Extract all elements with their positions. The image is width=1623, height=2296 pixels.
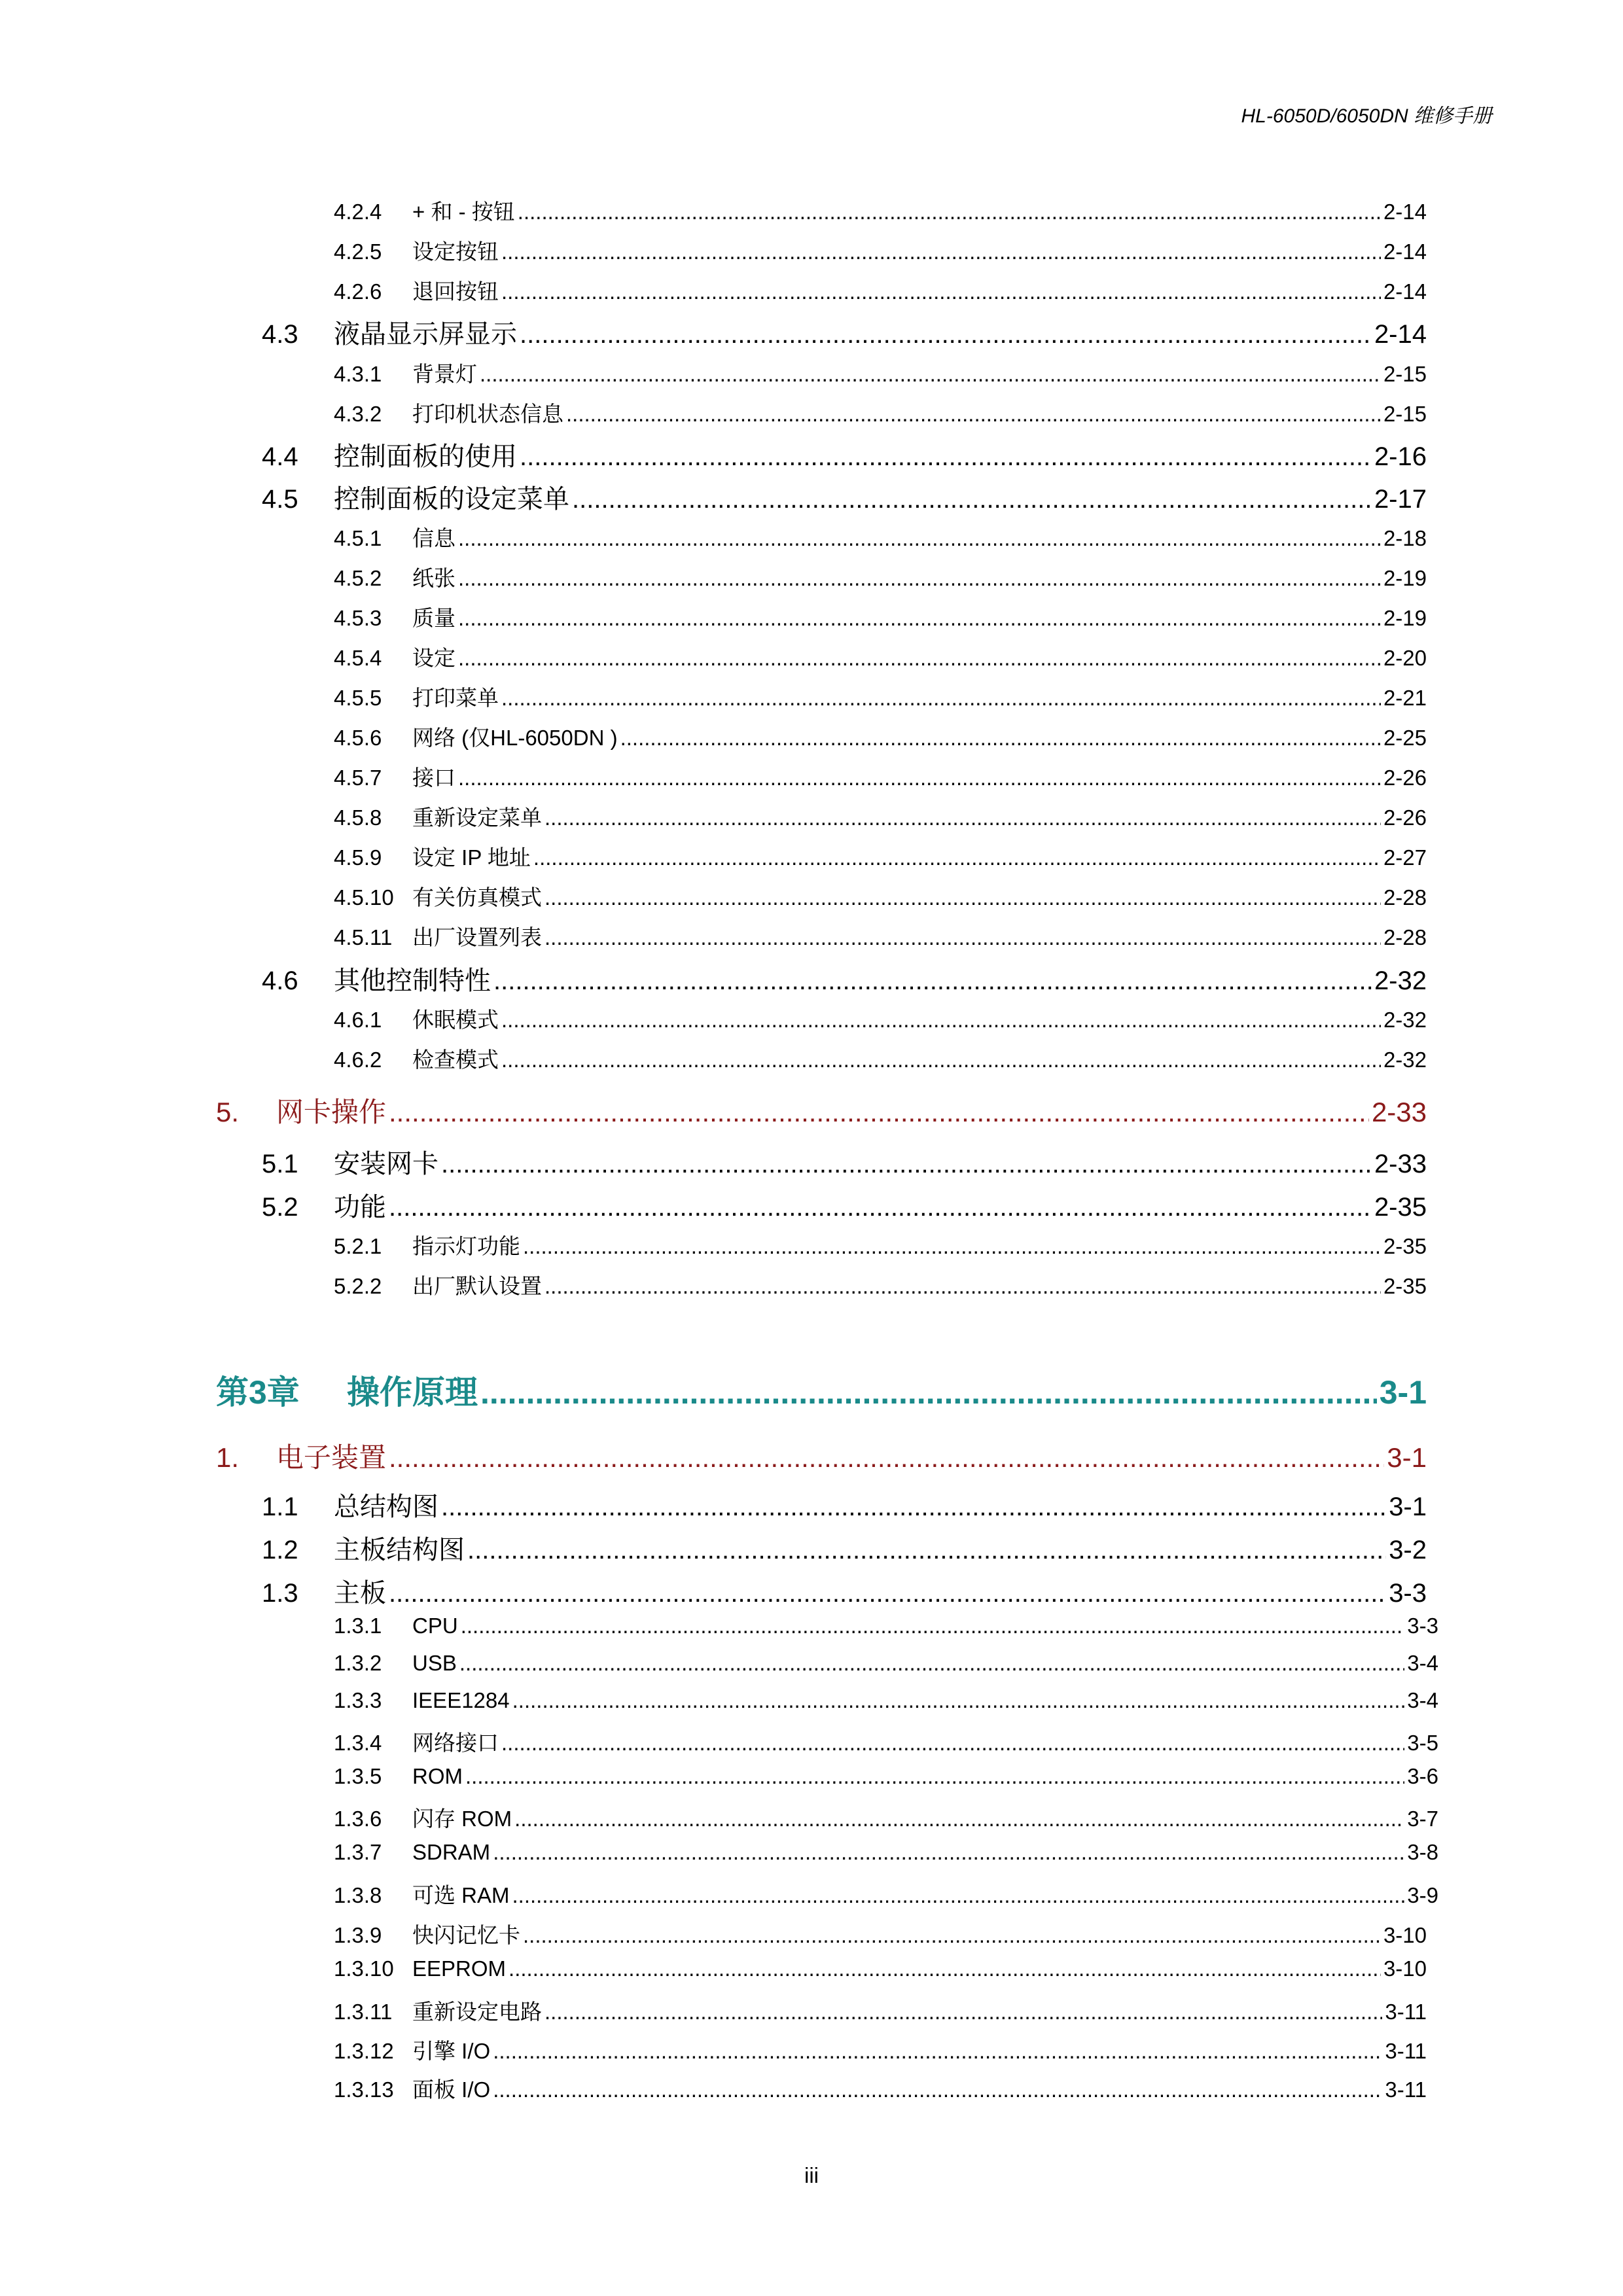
toc-entry[interactable] <box>262 1486 1427 1523</box>
toc-entry-title: 信息 <box>412 526 455 550</box>
toc-entry-number: 4.2.4 <box>334 200 382 224</box>
dot-leader <box>544 885 1381 910</box>
toc-entry-page: 2-14 <box>1383 239 1427 264</box>
toc-entry[interactable] <box>334 561 1427 593</box>
toc-entry-title: 设定 <box>412 646 455 670</box>
toc-entry-title: 纸张 <box>412 566 455 590</box>
toc-entry-number: 4.2.5 <box>334 239 382 264</box>
toc-entry-page: 3-4 <box>1407 1688 1438 1712</box>
dot-leader <box>620 726 1381 751</box>
toc-entry[interactable] <box>334 521 1427 553</box>
toc-entry-number: 4.6 <box>262 966 298 995</box>
toc-entry-page: 2-27 <box>1383 845 1427 870</box>
dot-leader <box>480 362 1381 387</box>
toc-entry-title: ROM <box>412 1764 463 1788</box>
dot-leader <box>512 1688 1405 1713</box>
toc-entry-number: 1.3.7 <box>334 1840 382 1864</box>
toc-entry[interactable] <box>262 436 1427 472</box>
toc-entry[interactable] <box>334 1043 1427 1074</box>
toc-entry-number: 1.3.5 <box>334 1764 382 1788</box>
dot-leader <box>493 2039 1382 2064</box>
dot-leader <box>389 1097 1369 1128</box>
toc-entry-number: 5. <box>216 1097 240 1127</box>
toc-entry-title: 设定按钮 <box>412 239 499 264</box>
toc-entry-title: 操作原理 <box>347 1374 478 1411</box>
page-header-title: HL-6050D/6050DN 维修手册 <box>1241 105 1492 127</box>
toc-entry-number: 4.5.2 <box>334 566 382 590</box>
toc-entry-page: 2-33 <box>1374 1150 1427 1178</box>
toc-entry-title: 指示灯功能 <box>412 1234 520 1258</box>
toc-entry-number: 5.1 <box>262 1150 298 1178</box>
toc-entry-title: 总结构图 <box>334 1492 438 1521</box>
dot-leader <box>467 1536 1386 1565</box>
toc-entry-page: 3-10 <box>1383 1923 1427 1947</box>
toc-entry-number: 4.5.7 <box>334 766 382 790</box>
toc-entry-page: 3-11 <box>1385 2000 1427 2024</box>
toc-entry-title: 控制面板的使用 <box>334 442 517 471</box>
toc-entry-title: 打印菜单 <box>412 686 499 710</box>
dot-leader <box>441 1150 1372 1179</box>
toc-entry-number: 1.1 <box>262 1492 298 1521</box>
toc-entry-page: 3-10 <box>1383 1956 1427 1981</box>
dot-leader <box>441 1492 1386 1522</box>
toc-entry[interactable] <box>334 841 1427 872</box>
toc-entry-page: 2-20 <box>1383 646 1427 670</box>
dot-leader <box>544 805 1381 830</box>
toc-entry-page: 2-15 <box>1383 402 1427 426</box>
toc-entry[interactable] <box>334 761 1427 792</box>
toc-entry-page: 2-19 <box>1383 606 1427 630</box>
toc-entry-title: 主板 <box>334 1579 386 1608</box>
toc-entry[interactable] <box>216 1366 1427 1412</box>
toc-entry-title: 设定 IP 地址 <box>412 845 531 870</box>
toc-entry-title: 快闪记忆卡 <box>412 1923 520 1947</box>
dot-leader <box>461 1614 1405 1638</box>
dot-leader <box>458 566 1381 591</box>
toc-entry-page: 2-28 <box>1383 885 1427 910</box>
toc-entry-title: 重新设定菜单 <box>412 805 542 830</box>
toc-entry[interactable] <box>334 397 1427 429</box>
toc-entry-number: 1.3.6 <box>334 1807 382 1831</box>
toc-entry-title: 出厂设置列表 <box>412 925 542 949</box>
toc-entry[interactable] <box>216 1091 1427 1130</box>
toc-entry[interactable] <box>334 601 1427 633</box>
dot-leader <box>544 2000 1382 2024</box>
dot-leader <box>501 1048 1381 1072</box>
toc-entry[interactable] <box>334 641 1427 673</box>
toc-entry-title: CPU <box>412 1614 458 1638</box>
toc-entry-page: 3-1 <box>1387 1442 1427 1473</box>
dot-leader <box>493 2077 1382 2102</box>
toc-entry-number: 4.3.1 <box>334 362 382 386</box>
toc-entry[interactable] <box>334 1651 1438 1682</box>
toc-entry-title: SDRAM <box>412 1840 491 1864</box>
dot-leader <box>458 526 1381 551</box>
toc-entry-title: 可选 RAM <box>412 1883 510 1907</box>
toc-entry-number: 5.2.2 <box>334 1274 382 1298</box>
toc-entry-page: 2-32 <box>1383 1008 1427 1032</box>
toc-entry-number: 1.3 <box>262 1579 298 1608</box>
toc-entry-number: 4.5.4 <box>334 646 382 670</box>
toc-entry[interactable] <box>334 2034 1427 2066</box>
toc-entry-page: 2-15 <box>1383 362 1427 386</box>
toc-entry-page: 3-8 <box>1407 1840 1438 1864</box>
toc-entry-title: 接口 <box>412 766 455 790</box>
toc-entry[interactable] <box>334 881 1427 912</box>
dot-leader <box>493 966 1372 996</box>
toc-entry-number: 4.3 <box>262 320 298 349</box>
toc-entry-page: 3-1 <box>1389 1492 1427 1521</box>
toc-entry-title: 液晶显示屏显示 <box>334 320 517 349</box>
toc-entry[interactable] <box>262 1572 1427 1609</box>
toc-entry[interactable] <box>334 1269 1427 1301</box>
toc-entry-page: 3-1 <box>1379 1374 1427 1411</box>
toc-entry-title: 休眠模式 <box>412 1008 499 1032</box>
toc-entry[interactable] <box>262 313 1427 350</box>
toc-entry-page: 2-28 <box>1383 925 1427 949</box>
toc-entry-number: 4.3.2 <box>334 402 382 426</box>
toc-entry-number: 1.2 <box>262 1536 298 1564</box>
toc-entry-title: 质量 <box>412 606 455 630</box>
toc-entry-page: 3-2 <box>1389 1536 1427 1564</box>
toc-entry-number: 1.3.13 <box>334 2077 394 2102</box>
toc-entry-number: 1.3.2 <box>334 1651 382 1675</box>
dot-leader <box>518 200 1381 224</box>
toc-entry-number: 5.2.1 <box>334 1234 382 1258</box>
toc-entry-number: 1.3.1 <box>334 1614 382 1638</box>
toc-entry-page: 2-35 <box>1383 1234 1427 1258</box>
toc-entry-number: 4.5.3 <box>334 606 382 630</box>
toc-entry[interactable] <box>334 1879 1438 1910</box>
toc-entry-number: 4.2.6 <box>334 279 382 304</box>
dot-leader <box>493 1840 1404 1865</box>
toc-entry-page: 2-25 <box>1383 726 1427 750</box>
dot-leader <box>523 1234 1381 1259</box>
toc-entry-page: 2-26 <box>1383 766 1427 790</box>
toc-entry-number: 4.4 <box>262 442 298 471</box>
toc-entry-title: 重新设定电路 <box>412 2000 542 2024</box>
dot-leader <box>520 442 1372 472</box>
toc-entry[interactable] <box>334 681 1427 713</box>
dot-leader <box>501 1008 1381 1033</box>
toc-entry-title: 有关仿真模式 <box>412 885 542 910</box>
toc-entry[interactable] <box>334 357 1427 389</box>
toc-entry-title: 背景灯 <box>412 362 477 386</box>
toc-entry[interactable] <box>262 960 1427 997</box>
toc-entry-title: 网络 (仅HL-6050DN ) <box>412 726 618 750</box>
dot-leader <box>501 686 1381 711</box>
toc-entry-number: 4.5.10 <box>334 885 394 910</box>
toc-entry[interactable] <box>334 1726 1438 1757</box>
toc-entry-number: 1.3.10 <box>334 1956 394 1981</box>
toc-entry-page: 2-35 <box>1374 1193 1427 1222</box>
toc-entry-title: 网卡操作 <box>276 1097 387 1127</box>
toc-entry-title: 检查模式 <box>412 1048 499 1072</box>
dot-leader <box>389 1442 1384 1474</box>
toc-entry-number: 4.5 <box>262 485 298 514</box>
toc-entry-page: 2-14 <box>1374 320 1427 349</box>
toc-entry[interactable] <box>334 1802 1438 1833</box>
toc-entry-title: 主板结构图 <box>334 1536 465 1564</box>
toc-entry[interactable] <box>334 801 1427 832</box>
toc-entry-title: 引擎 I/O <box>412 2039 491 2063</box>
toc-entry[interactable] <box>334 1995 1427 2026</box>
toc-entry[interactable] <box>334 1003 1427 1034</box>
toc-entry-page: 2-26 <box>1383 805 1427 830</box>
toc-entry-page: 3-11 <box>1385 2039 1427 2063</box>
dot-leader <box>480 1373 1377 1411</box>
toc-entry-title: 出厂默认设置 <box>412 1274 542 1298</box>
toc-entry-title: 功能 <box>334 1193 386 1222</box>
toc-entry-number: 4.5.11 <box>334 925 393 949</box>
toc-entry-title: 打印机状态信息 <box>412 402 563 426</box>
toc-entry-page: 2-16 <box>1374 442 1427 471</box>
toc-entry-page: 3-5 <box>1407 1731 1438 1755</box>
toc-entry[interactable] <box>334 1918 1427 1950</box>
toc-entry[interactable] <box>334 921 1427 952</box>
dot-leader <box>514 1807 1404 1831</box>
toc-entry[interactable] <box>262 478 1427 515</box>
dot-leader <box>459 1651 1404 1676</box>
toc-entry-title: + 和 - 按钮 <box>412 200 515 224</box>
dot-leader <box>458 766 1381 790</box>
toc-entry-page: 2-32 <box>1383 1048 1427 1072</box>
toc-entry[interactable] <box>262 1529 1427 1566</box>
dot-leader <box>533 845 1381 870</box>
toc-entry-number: 4.5.8 <box>334 805 382 830</box>
toc-entry[interactable] <box>334 275 1427 306</box>
dot-leader <box>572 485 1372 514</box>
toc-entry[interactable] <box>334 1840 1438 1871</box>
toc-entry-page: 3-11 <box>1385 2077 1427 2102</box>
toc-entry-number: 1.3.3 <box>334 1688 382 1712</box>
toc-entry-page: 2-33 <box>1371 1097 1427 1127</box>
dot-leader <box>465 1764 1404 1789</box>
toc-entry-number: 第3章 <box>216 1374 300 1411</box>
toc-entry-number: 1.3.4 <box>334 1731 382 1755</box>
dot-leader <box>458 606 1381 631</box>
toc-entry[interactable] <box>334 721 1427 752</box>
toc-entry-title: USB <box>412 1651 457 1675</box>
toc-entry-number: 5.2 <box>262 1193 298 1222</box>
toc-entry-number: 1.3.11 <box>334 2000 393 2024</box>
dot-leader <box>508 1956 1381 1981</box>
toc-entry-page: 2-35 <box>1383 1274 1427 1298</box>
toc-entry-title: 退回按钮 <box>412 279 499 304</box>
toc-entry[interactable] <box>262 1143 1427 1180</box>
toc-entry-title: EEPROM <box>412 1956 507 1981</box>
toc-entry-title: 闪存 ROM <box>412 1807 512 1831</box>
toc-entry-page: 3-6 <box>1407 1764 1438 1788</box>
dot-leader <box>566 402 1381 427</box>
toc-entry-number: 4.5.5 <box>334 686 382 710</box>
toc-entry-number: 1.3.9 <box>334 1923 382 1947</box>
dot-leader <box>458 646 1381 671</box>
dot-leader <box>389 1579 1386 1608</box>
toc-entry-page: 2-19 <box>1383 566 1427 590</box>
toc-entry-page: 2-14 <box>1383 279 1427 304</box>
toc-entry[interactable] <box>334 1229 1427 1261</box>
dot-leader <box>389 1193 1372 1222</box>
toc-entry-title: 面板 I/O <box>412 2077 491 2102</box>
toc-entry[interactable] <box>262 1186 1427 1223</box>
toc-entry[interactable] <box>216 1436 1427 1475</box>
toc-entry-page: 3-9 <box>1407 1883 1438 1907</box>
dot-leader <box>544 925 1381 950</box>
toc-entry-number: 4.6.2 <box>334 1048 382 1072</box>
toc-entry-page: 2-21 <box>1383 686 1427 710</box>
toc-entry[interactable] <box>334 195 1427 226</box>
toc-entry[interactable] <box>334 1764 1438 1795</box>
toc-entry-title: 其他控制特性 <box>334 966 491 995</box>
dot-leader <box>501 279 1381 304</box>
toc-entry-page: 2-32 <box>1374 966 1427 995</box>
toc-entry-page: 3-4 <box>1407 1651 1438 1675</box>
toc-entry[interactable] <box>334 2073 1427 2104</box>
dot-leader <box>523 1923 1381 1948</box>
page-number: iii <box>804 2163 819 2187</box>
dot-leader <box>501 239 1381 264</box>
toc-entry-title: 电子装置 <box>276 1442 387 1473</box>
toc-entry-number: 1.3.8 <box>334 1883 382 1907</box>
toc-entry-page: 2-17 <box>1374 485 1427 514</box>
dot-leader <box>544 1274 1381 1299</box>
toc-entry-number: 1. <box>216 1442 240 1473</box>
toc-entry-number: 4.6.1 <box>334 1008 382 1032</box>
toc-entry-title: 控制面板的设定菜单 <box>334 485 569 514</box>
toc-entry-number: 4.5.1 <box>334 526 382 550</box>
toc-entry-page: 2-14 <box>1383 200 1427 224</box>
toc-entry-title: 网络接口 <box>412 1731 499 1755</box>
toc-entry-page: 3-3 <box>1389 1579 1427 1608</box>
toc-entry[interactable] <box>334 1614 1438 1645</box>
toc-entry[interactable] <box>334 1956 1427 1988</box>
toc-entry-number: 4.5.6 <box>334 726 382 750</box>
dot-leader <box>520 320 1372 349</box>
toc-entry-title: IEEE1284 <box>412 1688 510 1712</box>
toc-entry-page: 2-18 <box>1383 526 1427 550</box>
dot-leader <box>501 1731 1404 1756</box>
toc-entry-page: 3-3 <box>1407 1614 1438 1638</box>
toc-entry[interactable] <box>334 1688 1438 1720</box>
toc-entry-title: 安装网卡 <box>334 1150 438 1178</box>
toc-entry-number: 1.3.12 <box>334 2039 394 2063</box>
toc-entry[interactable] <box>334 235 1427 266</box>
toc-entry-page: 3-7 <box>1407 1807 1438 1831</box>
toc-entry-number: 4.5.9 <box>334 845 382 870</box>
dot-leader <box>512 1883 1405 1908</box>
